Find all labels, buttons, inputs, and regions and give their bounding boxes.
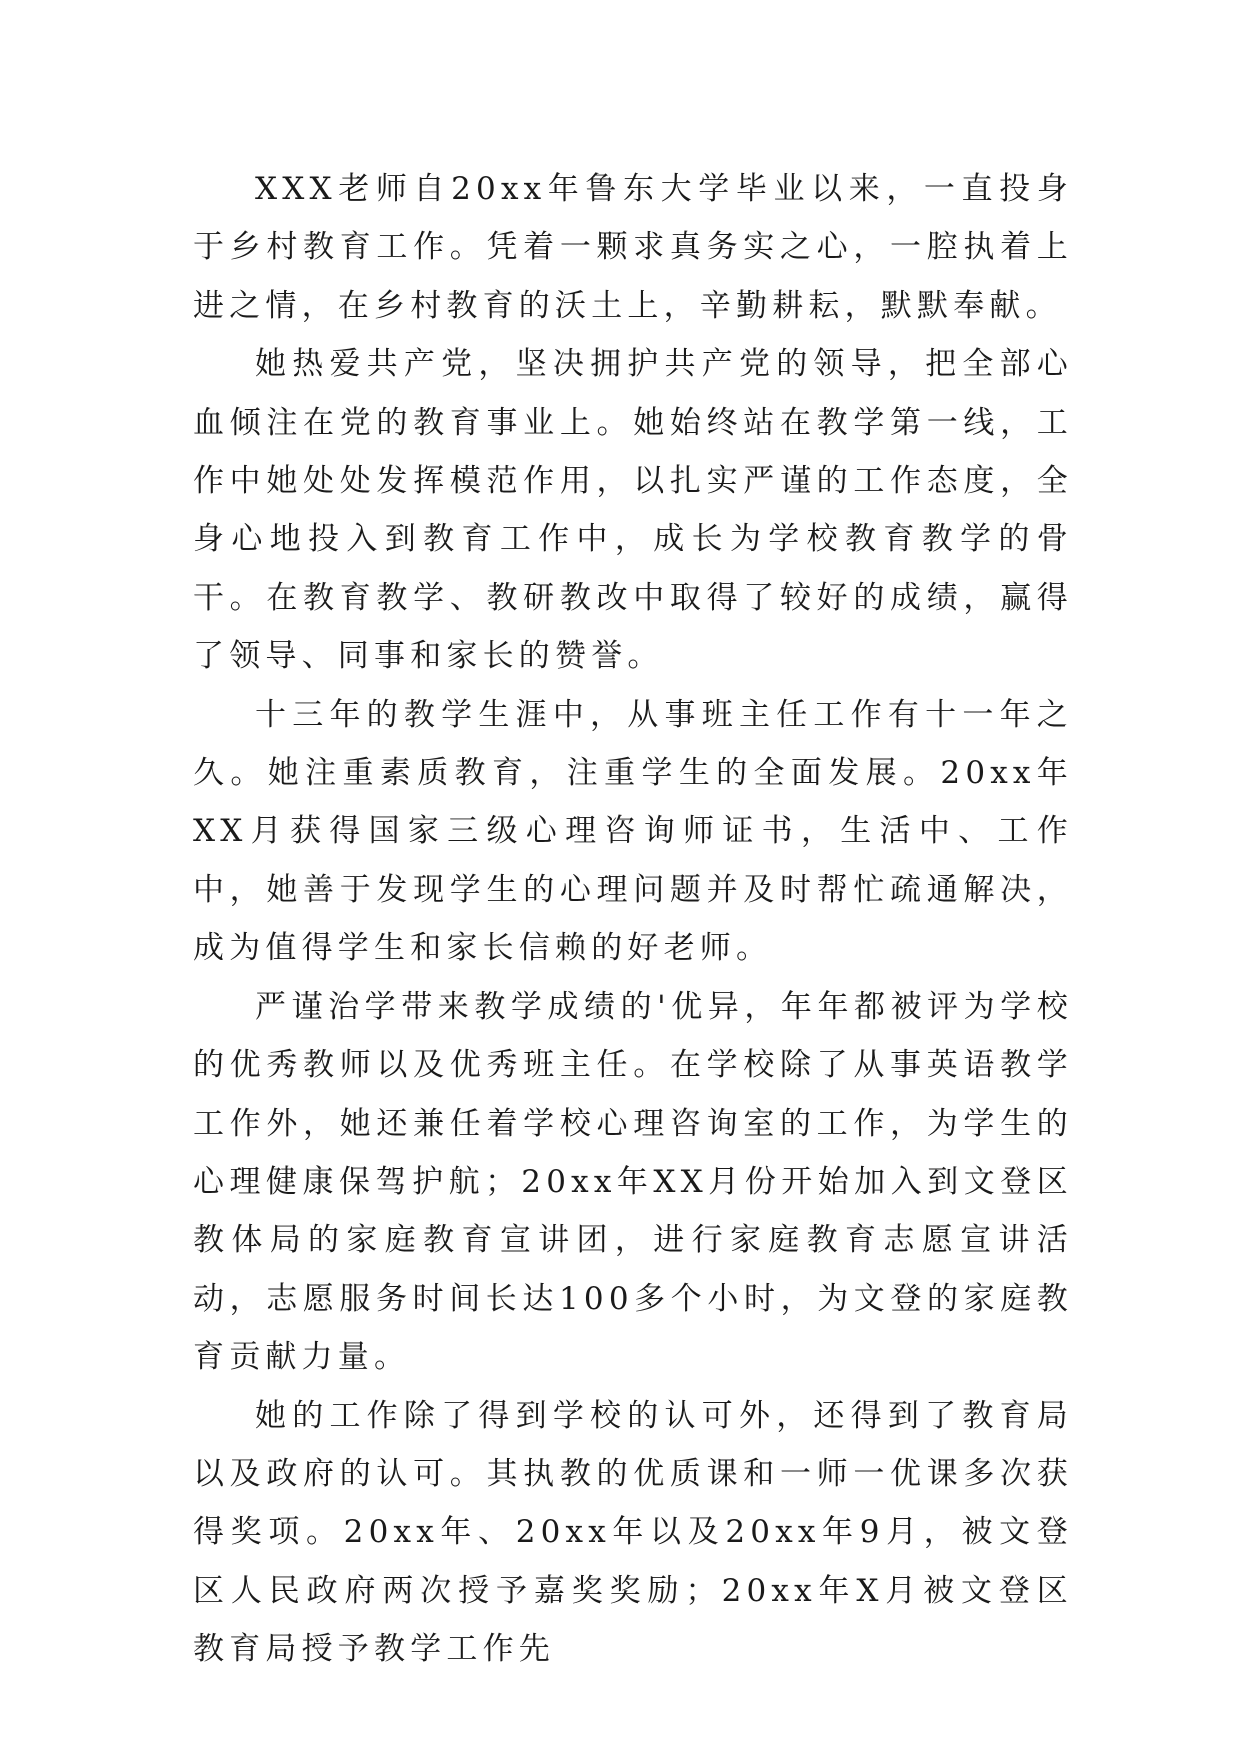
document-body [193, 160, 1073, 1679]
paragraph-2: 她热爱共产党，坚决拥护共产党的领导，把全部心血倾注在党的教育事业上。她始终站在教学第一线，工作中她处处发挥模范作用，以扎实严谨的工作态度，全身心地投入到教育工作中，成长为学校教育教学的骨干。在教育教学、教研教改中取得了较好的成绩，赢得了领导、同事和家长的赞誉。 [193, 346, 1073, 675]
paragraph-5: 她的工作除了得到学校的认可外，还得到了教育局以及政府的认可。其执教的优质课和一师一优课多次获得奖项。20xx年、20xx年以及20xx年9月，被文登区人民政府两次授予嘉奖奖励；20xx年X月被文登区教育局授予教学工作先 [193, 1397, 1073, 1668]
paragraph-1: XXX老师自20xx年鲁东大学毕业以来，一直投身于乡村教育工作。凭着一颗求真务实之心，一腔执着上进之情，在乡村教育的沃土上，辛勤耕耘，默默奉献。 [193, 171, 1073, 324]
paragraph-4: 严谨治学带来教学成绩的'优异，年年都被评为学校的优秀教师以及优秀班主任。在学校除了从事英语教学工作外，她还兼任着学校心理咨询室的工作，为学生的心理健康保驾护航；20xx年XX月份开始加入到文登区教体局的家庭教育宣讲团，进行家庭教育志愿宣讲活动，志愿服务时间长达100多个小时，为文登的家庭教育贡献力量。 [193, 988, 1073, 1376]
paragraph-3: 十三年的教学生涯中，从事班主任工作有十一年之久。她注重素质教育，注重学生的全面发展。20xx年XX月获得国家三级心理咨询师证书，生活中、工作中，她善于发现学生的心理问题并及时帮忙疏通解决，成为值得学生和家长信赖的好老师。 [193, 696, 1073, 967]
